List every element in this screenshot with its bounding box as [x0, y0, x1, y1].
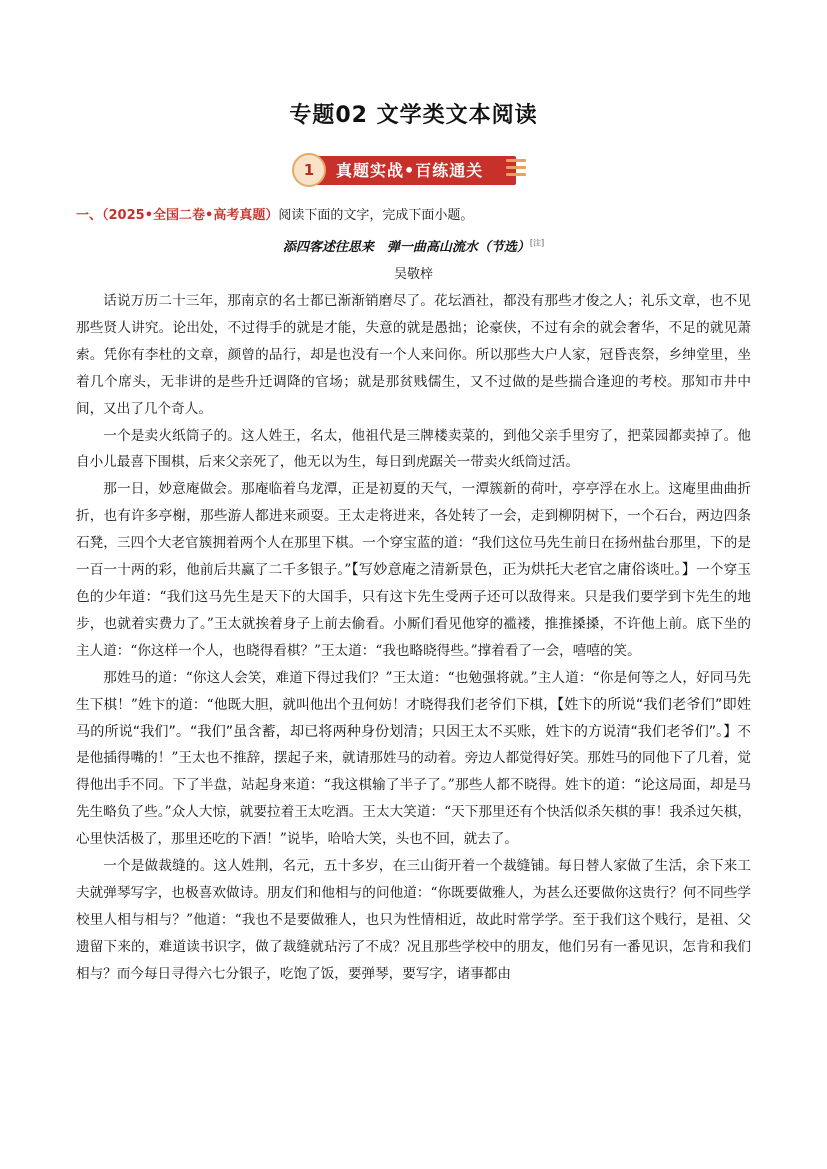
passage-body: [76, 288, 751, 988]
passage-title: [0, 236, 827, 255]
page-title: 专题02 文学类文本阅读: [289, 103, 538, 128]
paragraph-3: [76, 476, 751, 664]
annotation-note: 【姓卞的所说“我们老爷们”即姓马的所说“我们”。“我们”虽含蓄，却已将两种身份划清；只因王太不买账，姓卞的方说清“我们老爷们”。】: [76, 696, 751, 740]
paragraph-1: 话说万历二十三年，那南京的名士都已渐渐销磨尽了。花坛酒社，都没有那些才俊之人；礼乐文章，也不见那些贤人讲究。论出处，不过得手的就是才能，失意的就是愚拙；论豪侠，不过有余的就会奢华，不足的就见萧索。凭你有李杜的文章，颜曾的品行，却是也没有一个人来问你。所以那些大户人家，冠昏丧祭，乡绅堂里，坐着几个席头，无非讲的是些升迁调降的官场；就是那贫贱儒生，又不过做的是些揣合逢迎的考校。那知市井中间，又出了几个奇人。: [76, 293, 751, 417]
banner-label: 真题实战•百练通关: [336, 161, 484, 180]
paragraph-4: [76, 665, 751, 853]
passage-title-text: 添四客述往思来 弹一曲高山流水（节选）: [282, 240, 530, 255]
question-heading: [76, 204, 473, 223]
paragraph-4-text-b: 不是他插得嘴的！”王太也不推辞，摆起子来，就请那姓马的动着。旁边人都觉得好笑。那姓马的同他下了几着，觉得他出手不同。下了半盘，站起身来道：“我这棋输了半子了。”那些人都不晓得。姓卞的道：“论这局面，却是马先生略负了些。”众人大惊，就要拉着王太吃酒。王太大笑道：“天下那里还有个快活似杀矢棋的事！我杀过矢棋，心里快活极了，那里还吃的下酒！”说毕，哈哈大笑，头也不回，就去了。: [76, 723, 751, 848]
banner-stripes-icon: [506, 159, 526, 183]
question-instruction: 阅读下面的文字，完成下面小题。: [278, 208, 474, 223]
banner-number: 1: [292, 153, 326, 187]
question-number: 一、: [76, 208, 103, 223]
paragraph-5: 一个是做裁缝的。这人姓荆，名元，五十多岁，在三山街开着一个裁缝铺。每日替人家做了生活，余下来工夫就弹琴写字，也极喜欢做诗。朋友们和他相与的问他道：“你既要做雅人，为甚么还要做你这贵行？何不同些学校里人相与相与？”他道：“我也不是要做雅人，也只为性情相近，故此时常学学。至于我们这个贱行，是祖、父遗留下来的，难道读书识字，做了裁缝就玷污了不成？况且那些学校中的朋友，他们另有一番见识，怎肯和我们相与？而今每日寻得六七分银子，吃饱了饭，要弹琴，要写字，诸事都由: [76, 858, 751, 982]
paragraph-4-text-a: 那姓马的道：“你这人会笑，难道下得过我们？”王太道：“也勉强将就。”主人道：“你是何等之人，好同马先生下棋！”姓卞的道：“他既大胆，就叫他出个丑何妨！才晓得我们老爷们下棋，: [76, 669, 751, 713]
paragraph-2: 一个是卖火纸筒子的。这人姓王，名太，他祖代是三牌楼卖菜的，到他父亲手里穷了，把菜园都卖掉了。他自小儿最喜下围棋，后来父亲死了，他无以为生，每日到虎踞关一带卖火纸筒过活。: [76, 427, 751, 471]
footnote-mark[interactable]: [注]: [529, 238, 545, 248]
passage-author: 吴敬梓: [393, 267, 433, 282]
paragraph-3-text-b: 一个穿玉色的少年道：“我们这马先生是天下的大国手，只有这卞先生受两子还可以敌得来。只是我们要学到卞先生的地步，也就着实费力了。”王太就挨着身子上前去偷看。小厮们看见他穿的褴褛，推推搡搡，不许他上前。底下坐的主人道：“你这样一个人，也晓得看棋？”王太道：“我也略晓得些。”撑着看了一会，嘻嘻的笑。: [76, 562, 751, 659]
question-source: （2025•全国二卷•高考真题）: [102, 208, 279, 223]
section-banner: [292, 152, 532, 188]
annotation-note: 【写妙意庵之清新景色，正为烘托大老官之庸俗谈吐。】: [351, 562, 697, 579]
paragraph-3-text-a: 那一日，妙意庵做会。那庵临着乌龙潭，正是初夏的天气，一潭簇新的荷叶，亭亭浮在水上。这庵里曲曲折折，也有许多亭榭，那些游人都进来顽耍。王太走将进来，各处转了一会，走到柳阴树下，一个石台，两边四条石凳，三四个大老官簇拥着两个人在那里下棋。一个穿宝蓝的道：“我们这位马先生前日在扬州盐台那里，下的是一百一十两的彩，他前后共赢了二千多银子。”: [76, 481, 751, 579]
